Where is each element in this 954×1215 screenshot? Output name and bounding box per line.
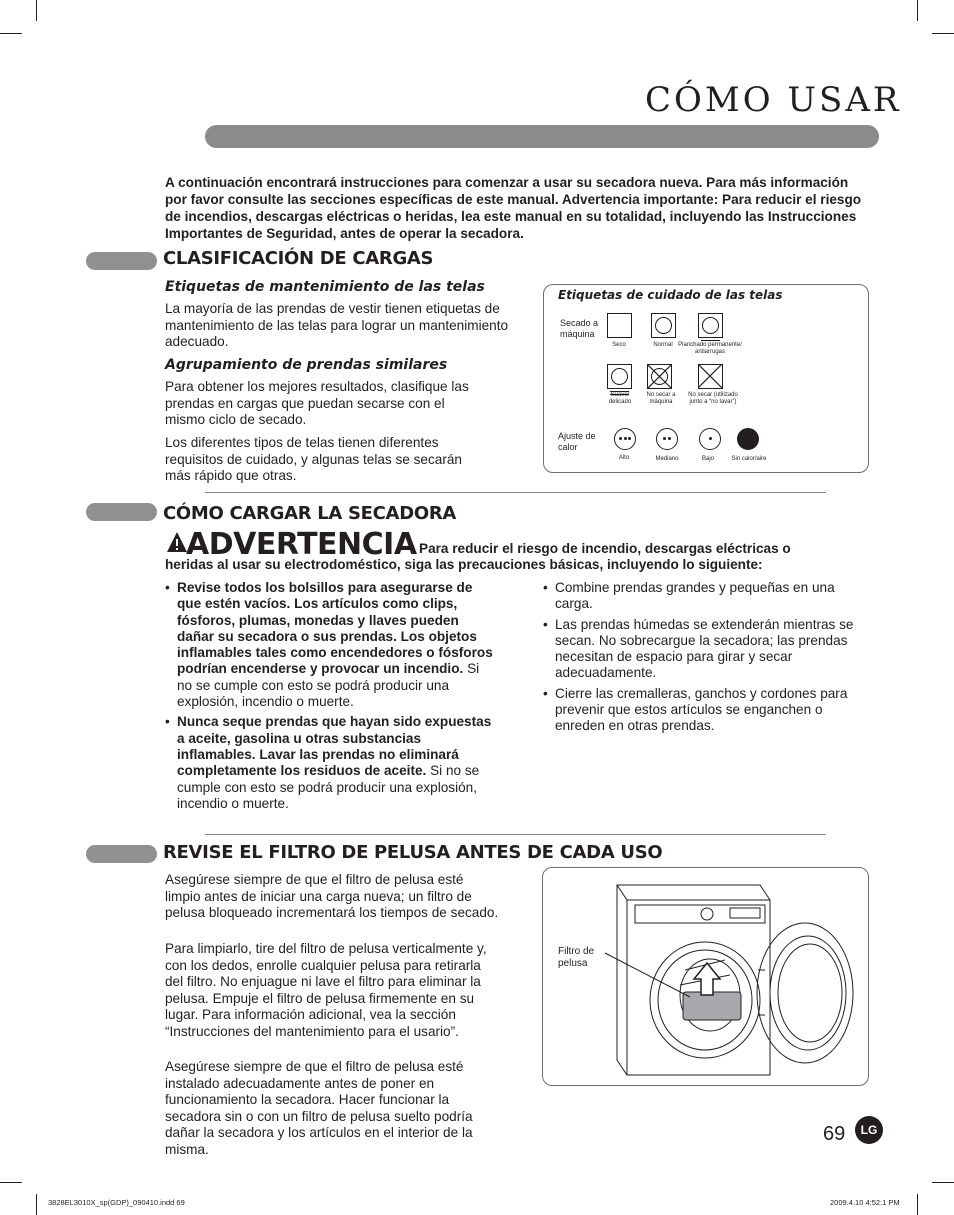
tumble-dry-icon [607, 313, 632, 338]
lg-logo [855, 1116, 883, 1144]
symbol-label: No secar a máquina [646, 392, 676, 405]
divider [205, 492, 826, 493]
crop-mark [0, 33, 22, 34]
subheading-etiquetas: Etiquetas de mantenimiento de las telas [165, 279, 485, 295]
paragraph: Para limpiarlo, tire del filtro de pelusa verticalmente y, con los dedos, enrolle cualquier pelusa para retirarla del filtro. No enjuague ni lave el filtro para eliminar la pelusa. Empuje el filtro de pelusa firmemente en su lugar. Para información adicional, vea la sección “Instrucciones del mantenimiento para el usario”. [165, 941, 487, 1039]
symbol-label: Seco [612, 342, 626, 348]
paragraph: Asegúrese siempre de que el filtro de pelusa esté limpio antes de iniciar una carga nueva; un filtro de pelusa bloqueado incrementará los tiempos de secado. [165, 872, 499, 920]
section-heading-cargar: CÓMO CARGAR LA SECADORA [163, 503, 457, 524]
do-not-tumble-dry-icon [647, 364, 672, 389]
load-tips-right [543, 580, 873, 739]
footer-timestamp: 2009.4.10 4:52:1 PM [830, 1198, 900, 1207]
section-heading-clasificacion: CLASIFICACIÓN DE CARGAS [163, 248, 434, 269]
symbol-label: Normal [653, 342, 673, 348]
logo-text: LG [860, 1123, 878, 1137]
dryer-illustration [605, 875, 865, 1080]
symbol-label: Sin calor/aire [731, 456, 767, 462]
no-heat-icon [737, 428, 759, 450]
paragraph: Los diferentes tipos de telas tienen diferentes requisitos de cuidado, y algunas telas se secarán más rápido que otras. [165, 435, 462, 483]
medium-heat-icon [656, 428, 678, 450]
crop-mark [932, 33, 954, 34]
section-marker [86, 845, 157, 863]
list-item [165, 580, 495, 710]
symbol-label: Bajo [701, 456, 714, 462]
crop-mark [36, 1194, 37, 1215]
subheading-agrupamiento: Agrupamiento de prendas similares [165, 357, 448, 373]
bullet-bold: Revise todos los bolsillos para asegurarse de que estén vacíos. Los artículos como clips, fósforos, plumas, monedas y llaves pueden dañar su secadora o sus prendas. Los objetos inflamables tales como encendedores o fósforos podrían encenderse y provocar un incendio. [177, 580, 493, 677]
warning-title: ADVERTENCIA [186, 527, 417, 562]
symbol-label: No secar (utilizado junto a “no lavar”) [688, 392, 738, 405]
crop-mark [0, 1182, 22, 1183]
row-label-secado: Secado a máquina [560, 318, 599, 339]
section-heading-filtro: REVISE EL FILTRO DE PELUSA ANTES DE CADA USO [163, 842, 663, 863]
symbol-label: Mediano [655, 456, 679, 462]
crop-mark [932, 1182, 954, 1183]
warning-icon [166, 531, 188, 553]
symbol-label: Suave/ delicado [608, 392, 632, 405]
paragraph: La mayoría de las prendas de vestir tienen etiquetas de mantenimiento de las telas para lograr un mantenimiento adecuado. [165, 301, 509, 349]
page-title: CÓMO USAR [645, 80, 902, 120]
section-marker [86, 503, 157, 521]
tumble-dry-permanent-press-icon [698, 313, 723, 338]
bullet-bold: Nunca seque prendas que hayan sido expuestas a aceite, gasolina u otras substancias inflamables. Lavar las prendas no eliminará completamente los residuos de aceite. [177, 714, 492, 779]
bullet-text: Si no se cumple con esto se podrá producir una explosión, incendio o muerte. [177, 661, 480, 710]
page-number: 69 [823, 1123, 846, 1145]
symbol-label: Planchado permanente/ antiarrugas [678, 342, 742, 355]
list-item: • Combine prendas grandes y pequeñas en una carga. [543, 580, 873, 613]
warning-text: heridas al usar su electrodoméstico, siga las precauciones básicas, incluyendo lo siguiente: [165, 557, 763, 572]
tumble-dry-delicate-icon [607, 364, 632, 389]
list-item: • Cierre las cremalleras, ganchos y cordones para prevenir que estos artículos se enganchen o enreden en otras prendas. [543, 686, 873, 735]
high-heat-icon [614, 428, 636, 450]
crop-mark [36, 0, 37, 21]
list-item [165, 714, 495, 812]
care-labels-title: Etiquetas de cuidado de las telas [558, 288, 783, 302]
tumble-dry-normal-icon [651, 313, 676, 338]
row-label-ajuste: Ajuste de calor [558, 431, 596, 452]
symbol-label: Alto [618, 455, 630, 461]
low-heat-icon [699, 428, 721, 450]
divider [205, 834, 826, 835]
bullet-text: Si no se cumple con esto se podrá producir una explosión, incendio o muerte. [177, 763, 480, 811]
load-tips-left [165, 580, 495, 816]
intro-paragraph: A continuación encontrará instrucciones para comenzar a usar su secadora nueva. Para más información por favor consulte las secciones específicas de este manual. Advertencia importante: Para reducir el riesgo de incendios, descargas eléctricas o heridas, lea este manual en su totalidad, incluyendo las Instrucciones Importantes de Seguridad, antes de operar la secadora. [165, 175, 862, 241]
figure-label: Filtro de pelusa [558, 946, 595, 969]
crop-mark [917, 1194, 918, 1215]
do-not-dry-icon [698, 364, 721, 387]
title-bar [205, 125, 879, 148]
crop-mark [917, 0, 918, 21]
list-item: • Las prendas húmedas se extenderán mientras se secan. No sobrecargue la secadora; las prendas necesitan de espacio para girar y secar adecuadamente. [543, 617, 873, 682]
footer-file: 3828EL3010X_sp(GDP)_090410.indd 69 [48, 1198, 185, 1207]
section-marker [86, 252, 157, 270]
paragraph: Para obtener los mejores resultados, clasifique las prendas en cargas que puedan secarse con el mismo ciclo de secado. [165, 379, 469, 427]
paragraph: Asegúrese siempre de que el filtro de pelusa esté instalado adecuadamente antes de poner en funcionamiento la secadora. Hacer funcionar la secadora sin o con un filtro de pelusa suelto podría dañar la secadora y los artículos en el interior de la misma. [165, 1059, 473, 1157]
warning-text: Para reducir el riesgo de incendio, descargas eléctricas o [419, 541, 791, 556]
